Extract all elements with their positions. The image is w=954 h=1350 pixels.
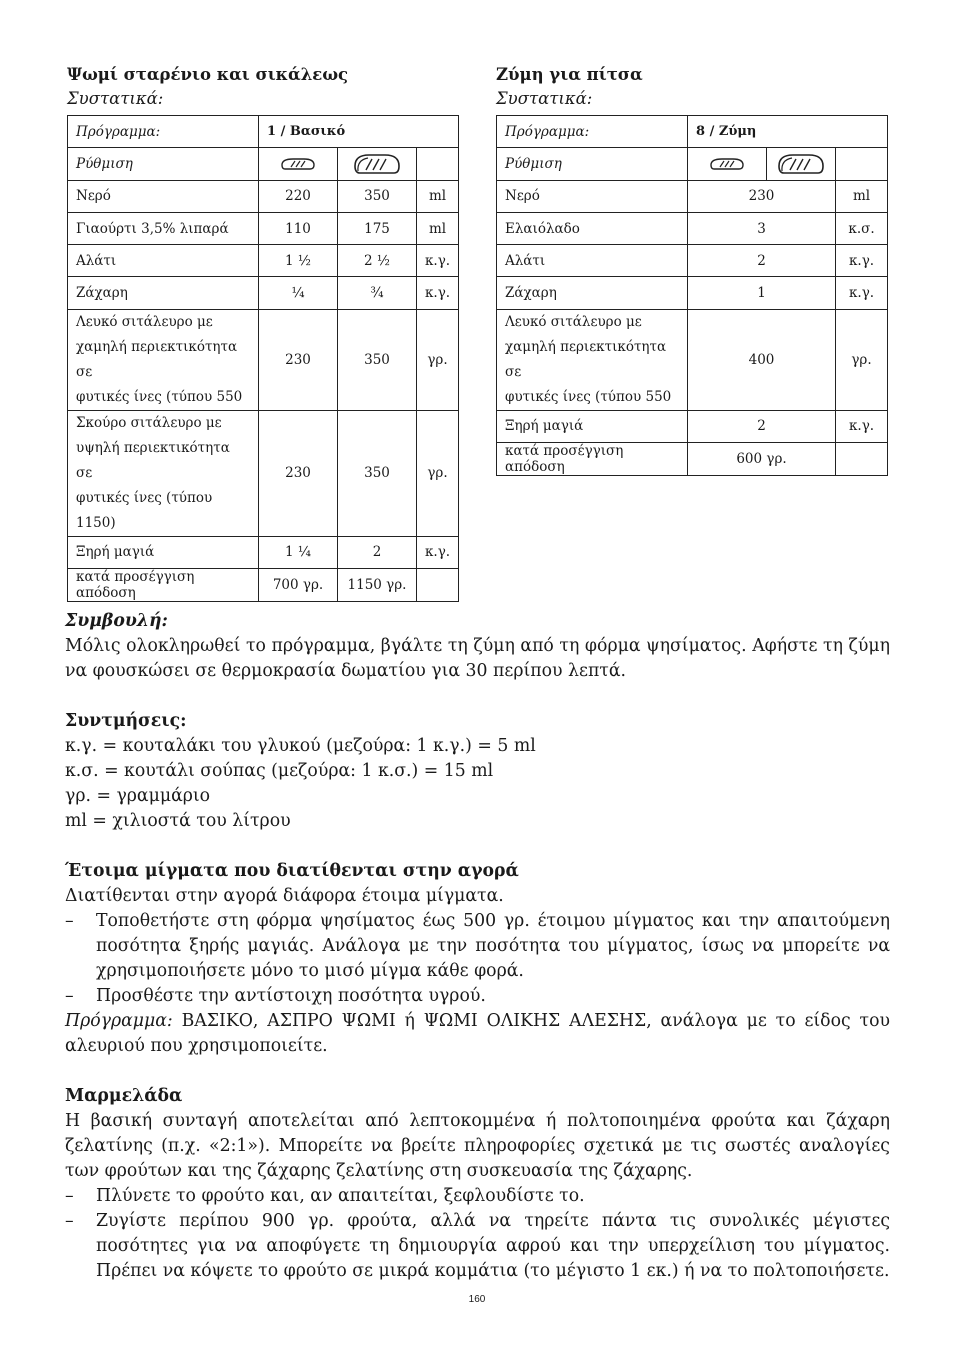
ingredient-name: Αλάτι xyxy=(68,245,259,277)
ingredient-name: Ελαιόλαδο xyxy=(497,212,688,244)
tip-heading: Συμβουλή: xyxy=(65,611,168,631)
unit: κ.γ. xyxy=(836,410,888,442)
ingredient-name xyxy=(68,410,259,536)
wheat-rye-bread-recipe xyxy=(67,62,458,602)
table-row xyxy=(497,212,888,244)
unit: ml xyxy=(417,180,459,212)
abbreviations-section xyxy=(65,709,890,834)
ready-mixes-section xyxy=(65,859,890,1059)
list-item xyxy=(65,1209,890,1284)
empty-cell xyxy=(836,148,888,180)
large-qty: 175 xyxy=(338,212,417,244)
ingredient-name-line: Λευκό σιτάλευρο με xyxy=(76,313,213,330)
unit: ml xyxy=(417,212,459,244)
body-text xyxy=(65,609,890,1284)
tip-text: Μόλις ολοκληρωθεί το πρόγραμμα, βγάλτε τη ζύμη από τη φόρμα ψησίματος. Αφήστε τη ζύμη να φουσκώσει σε θερμοκρασία δωματίου για 30 περίπου λεπτά. xyxy=(65,636,890,681)
large-qty: 350 xyxy=(338,180,417,212)
program-note-text: ΒΑΣΙΚΟ, ΑΣΠΡΟ ΨΩΜΙ ή ΨΩΜΙ ΟΛΙΚΗΣ ΑΛΕΣΗΣ, ανάλογα με το είδος του αλευριού που χρησιμοποιείτε. xyxy=(65,1011,890,1056)
small-loaf-icon xyxy=(259,148,338,180)
table-row xyxy=(497,443,888,476)
small-qty: 1 ¼ xyxy=(259,536,338,568)
ingredient-name xyxy=(68,309,259,410)
ingredient-name-line: Λευκό σιτάλευρο με xyxy=(505,313,642,330)
table-row xyxy=(497,309,888,410)
unit: κ.γ. xyxy=(836,245,888,277)
unit: γρ. xyxy=(836,309,888,410)
ingredients-table xyxy=(496,115,888,476)
table-row xyxy=(497,410,888,442)
dash-bullet: – xyxy=(65,911,74,931)
unit xyxy=(417,569,459,602)
ingredient-name-line: φυτικές ίνες (τύπου 550 xyxy=(505,388,672,405)
table-row xyxy=(497,180,888,212)
table-row xyxy=(68,180,459,212)
table-row xyxy=(68,309,459,410)
ingredient-name: Νερό xyxy=(497,180,688,212)
unit: κ.γ. xyxy=(417,536,459,568)
ingredient-name-line: χαμηλή περιεκτικότητα σε xyxy=(76,338,238,380)
list-item xyxy=(65,1184,890,1209)
page-number: 160 xyxy=(468,1294,486,1305)
ingredient-name: Ζάχαρη xyxy=(497,277,688,309)
abbreviation-line: κ.σ. = κουτάλι σούπας (μεζούρα: 1 κ.σ.) = 15 ml xyxy=(65,761,494,781)
small-qty: ¼ xyxy=(259,277,338,309)
table-row xyxy=(68,245,459,277)
jam-intro: Η βασική συνταγή αποτελείται από λεπτοκομμένα ή πολτοποιημένα φρούτα και ζάχαρη ζελατίνης (π.χ. «2:1»). Μπορείτε να βρείτε πληροφορίες σχετικά με τις σωστές αναλογίες των φρούτων και της ζάχαρης ζελατίνης στη συσκευασία της ζάχαρης. xyxy=(65,1111,890,1181)
ingredient-name-line: φυτικές ίνες (τύπου 550 xyxy=(76,388,243,405)
large-qty: 2 xyxy=(338,536,417,568)
table-row xyxy=(68,277,459,309)
dash-bullet: – xyxy=(65,1186,74,1206)
ingredient-name: κατά προσέγγιση απόδοση xyxy=(68,569,259,602)
setting-label: Ρύθμιση xyxy=(497,148,688,180)
empty-cell xyxy=(417,148,459,180)
ingredient-name-line: υψηλή περιεκτικότητα σε xyxy=(76,439,230,481)
ingredient-name: Ξηρή μαγιά xyxy=(68,536,259,568)
ready-mixes-heading: Έτοιμα μίγματα που διατίθενται στην αγορά xyxy=(65,861,519,881)
dash-bullet: – xyxy=(65,1211,74,1231)
list-item xyxy=(65,984,890,1009)
ingredient-name: Ξηρή μαγιά xyxy=(497,410,688,442)
ingredient-name-line: Σκούρο σιτάλευρο με xyxy=(76,414,222,431)
list-item-text: Πλύνετε το φρούτο και, αν απαιτείται, ξεφλουδίστε το. xyxy=(96,1186,585,1206)
abbreviation-line: ml = χιλιοστά του λίτρου xyxy=(65,811,291,831)
ingredients-subtitle: Συστατικά: xyxy=(67,89,164,108)
qty: 600 γρ. xyxy=(688,443,836,476)
qty: 2 xyxy=(688,245,836,277)
large-loaf-icon xyxy=(338,148,417,180)
qty: 230 xyxy=(688,180,836,212)
recipe-title: Ζύμη για πίτσα xyxy=(496,65,643,84)
ingredient-name: Γιαούρτι 3,5% λιπαρά xyxy=(68,212,259,244)
large-qty: 1150 γρ. xyxy=(338,569,417,602)
table-row xyxy=(497,277,888,309)
abbreviation-line: γρ. = γραμμάριο xyxy=(65,786,211,806)
ingredient-name-line: χαμηλή περιεκτικότητα σε xyxy=(505,338,667,380)
small-qty: 230 xyxy=(259,410,338,536)
abbreviations-heading: Συντμήσεις: xyxy=(65,711,187,731)
small-qty: 1 ½ xyxy=(259,245,338,277)
tip-section xyxy=(65,609,890,684)
unit: κ.σ. xyxy=(836,212,888,244)
ingredient-name: Αλάτι xyxy=(497,245,688,277)
table-row xyxy=(68,212,459,244)
program-value: 8 / Ζύμη xyxy=(688,116,888,148)
unit: κ.γ. xyxy=(417,277,459,309)
setting-row xyxy=(497,148,888,180)
large-loaf-icon xyxy=(767,148,836,180)
setting-row xyxy=(68,148,459,180)
table-row xyxy=(68,569,459,602)
table-row xyxy=(497,245,888,277)
large-qty: 350 xyxy=(338,309,417,410)
list-item-text: Ζυγίστε περίπου 900 γρ. φρούτα, αλλά να τηρείτε πάντα τις συνολικές μέγιστες ποσότητες για να αποφύγετε τη δημιουργία αφρού και την υπερχείλιση του μίγματος. Πρέπει να κόψετε το φρούτο σε μικρά κομμάτια (το μέγιστο 1 εκ.) ή να το πολτοποιήσετε. xyxy=(96,1211,890,1281)
small-loaf-icon xyxy=(688,148,767,180)
list-item-text: Τοποθετήστε στη φόρμα ψησίματος έως 500 γρ. έτοιμου μίγματος και την απαιτούμενη ποσότητα ξηρής μαγιάς. Ανάλογα με την ποσότητα του μίγματος, ίσως να μπορείτε να χρησιμοποιήσετε μόνο το μισό μίγμα κάθε φορά. xyxy=(96,911,890,981)
dash-bullet: – xyxy=(65,986,74,1006)
unit: γρ. xyxy=(417,309,459,410)
unit: ml xyxy=(836,180,888,212)
large-qty: 2 ½ xyxy=(338,245,417,277)
ingredient-name: κατά προσέγγιση απόδοση xyxy=(497,443,688,476)
setting-label: Ρύθμιση xyxy=(68,148,259,180)
qty: 1 xyxy=(688,277,836,309)
program-row xyxy=(68,116,459,148)
ingredient-name-line: φυτικές ίνες (τύπου 1150) xyxy=(76,489,213,531)
large-qty: 350 xyxy=(338,410,417,536)
ready-mixes-intro: Διατίθενται στην αγορά διάφορα έτοιμα μίγματα. xyxy=(65,886,504,906)
small-qty: 110 xyxy=(259,212,338,244)
unit xyxy=(836,443,888,476)
small-qty: 700 γρ. xyxy=(259,569,338,602)
qty: 400 xyxy=(688,309,836,410)
list-item xyxy=(65,909,890,984)
program-note xyxy=(65,1009,890,1059)
table-row xyxy=(68,410,459,536)
qty: 3 xyxy=(688,212,836,244)
program-row xyxy=(497,116,888,148)
recipe-title: Ψωμί σταρένιο και σικάλεως xyxy=(67,65,349,84)
abbreviation-line: κ.γ. = κουταλάκι του γλυκού (μεζούρα: 1 κ.γ.) = 5 ml xyxy=(65,736,536,756)
unit: γρ. xyxy=(417,410,459,536)
ingredient-name: Ζάχαρη xyxy=(68,277,259,309)
program-label: Πρόγραμμα: xyxy=(497,116,688,148)
large-qty: ¾ xyxy=(338,277,417,309)
small-qty: 220 xyxy=(259,180,338,212)
jam-heading: Μαρμελάδα xyxy=(65,1086,183,1106)
program-label: Πρόγραμμα: xyxy=(68,116,259,148)
unit: κ.γ. xyxy=(417,245,459,277)
ingredients-subtitle: Συστατικά: xyxy=(496,89,593,108)
list-item-text: Προσθέστε την αντίστοιχη ποσότητα υγρού. xyxy=(96,986,486,1006)
program-note-label: Πρόγραμμα: xyxy=(65,1011,173,1031)
qty: 2 xyxy=(688,410,836,442)
ingredient-name xyxy=(497,309,688,410)
jam-section xyxy=(65,1084,890,1284)
ingredient-name: Νερό xyxy=(68,180,259,212)
unit: κ.γ. xyxy=(836,277,888,309)
table-row xyxy=(68,536,459,568)
program-value: 1 / Βασικό xyxy=(259,116,459,148)
pizza-dough-recipe xyxy=(496,62,887,476)
small-qty: 230 xyxy=(259,309,338,410)
ingredients-table xyxy=(67,115,459,602)
